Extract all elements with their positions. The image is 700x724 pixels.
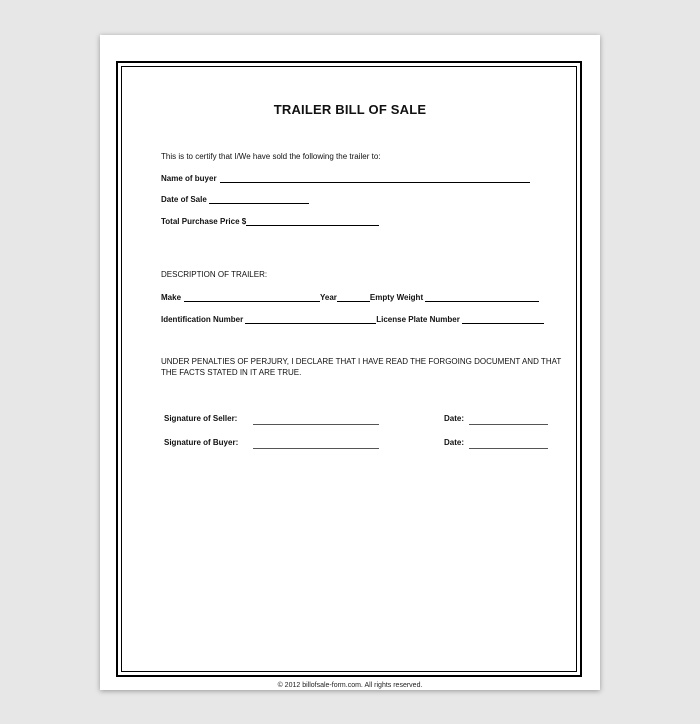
buyer-signature-line[interactable] [253,448,379,449]
empty-weight-line[interactable] [425,293,539,302]
declaration-line-2: THE FACTS STATED IN IT ARE TRUE. [161,368,302,377]
document-page [100,35,600,690]
date-of-sale-line[interactable] [209,195,309,204]
year-label: Year [320,293,337,302]
seller-date-label: Date: [444,414,465,423]
make-year-weight-row [161,293,539,302]
document-title: TRAILER BILL OF SALE [273,102,427,117]
buyer-date-line[interactable] [469,448,548,449]
declaration-line-1: UNDER PENALTIES OF PERJURY, I DECLARE THAT I HAVE READ THE FORGOING DOCUMENT AND THAT [161,357,562,366]
license-plate-number-label: License Plate Number [376,315,460,324]
name-of-buyer-field [161,174,530,183]
seller-signature-label: Signature of Seller: [164,414,238,423]
date-of-sale-label: Date of Sale [161,195,207,204]
description-heading: DESCRIPTION OF TRAILER: [161,270,268,279]
make-label: Make [161,293,182,302]
total-purchase-price-label: Total Purchase Price $ [161,217,247,226]
identification-number-label: Identification Number [161,315,244,324]
buyer-signature-label: Signature of Buyer: [164,438,239,447]
total-purchase-price-field [161,217,379,226]
date-of-sale-field [161,195,309,204]
intro-text: This is to certify that I/We have sold the following the trailer to: [161,152,381,161]
identification-number-line[interactable] [245,315,376,324]
year-line[interactable] [337,293,370,302]
identification-plate-row [161,315,544,324]
name-of-buyer-label: Name of buyer [161,174,217,183]
name-of-buyer-line[interactable] [220,174,530,183]
seller-date-line[interactable] [469,424,548,425]
buyer-date-label: Date: [444,438,465,447]
make-line[interactable] [184,293,320,302]
copyright-footer: © 2012 billofsale-form.com. All rights reserved. [277,682,423,689]
seller-signature-line[interactable] [253,424,379,425]
empty-weight-label: Empty Weight [369,293,424,302]
total-purchase-price-line[interactable] [246,217,379,226]
license-plate-number-line[interactable] [462,315,544,324]
